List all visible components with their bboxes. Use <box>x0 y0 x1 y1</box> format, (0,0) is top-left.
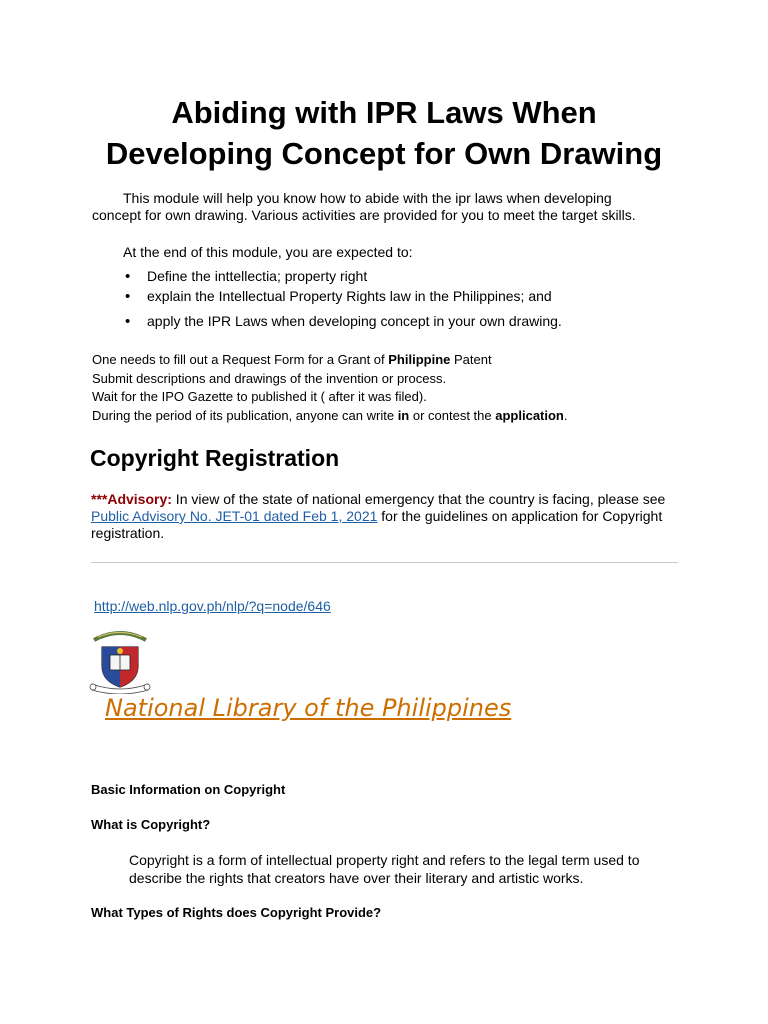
step-line: One needs to fill out a Request Form for a Grant of Philippine Patent <box>92 352 492 367</box>
advisory-notice: ***Advisory: In view of the state of national emergency that the country is facing, please see Public Advisory No. JET-01 dated Feb 1, 2021 for the guidelines on application for Copyright registration. <box>91 491 666 541</box>
list-item: • explain the Intellectual Property Rights law in the Philippines; and <box>123 288 562 305</box>
copyright-registration-heading: Copyright Registration <box>90 445 340 471</box>
patent-steps <box>92 351 568 426</box>
intro-paragraph: This module will help you know how to abide with the ipr laws when developing concept for own drawing. Various activities are provided for you to meet the target skills. <box>92 190 636 223</box>
title-line-2: Developing Concept for Own Drawing <box>105 136 663 171</box>
copyright-rights-types-heading: What Types of Rights does Copyright Provide? <box>91 905 382 920</box>
copyright-definition: Copyright is a form of intellectual property right and refers to the legal term used to describe the rights that creators have over their literary and artistic works. <box>129 852 640 886</box>
step-line: Submit descriptions and drawings of the invention or process. <box>92 370 447 386</box>
list-item: • Define the inttellectia; property right <box>123 268 562 285</box>
public-advisory-link[interactable]: Public Advisory No. JET-01 dated Feb 1, 2021 <box>91 508 378 524</box>
horizontal-divider <box>91 562 678 563</box>
title-line-1: Abiding with IPR Laws When <box>171 95 597 130</box>
list-item: • apply the IPR Laws when developing concept in your own drawing. <box>123 313 562 330</box>
step-line: During the period of its publication, anyone can write in or contest the application. <box>92 408 568 424</box>
step-line: Wait for the IPO Gazette to published it ( after it was filed). <box>92 389 427 405</box>
what-is-copyright-heading: What is Copyright? <box>91 817 211 832</box>
advisory-label: ***Advisory: <box>91 491 172 507</box>
nlp-url-link[interactable]: http://web.nlp.gov.ph/nlp/?q=node/646 <box>94 598 331 614</box>
basic-info-heading: Basic Information on Copyright <box>91 782 286 797</box>
national-library-link[interactable]: National Library of the Philippines <box>105 694 512 722</box>
page-title <box>0 92 768 174</box>
nlp-seal-logo <box>88 628 152 694</box>
expectations-lead: At the end of this module, you are expected to: <box>123 244 413 260</box>
expectations-list <box>123 268 562 330</box>
